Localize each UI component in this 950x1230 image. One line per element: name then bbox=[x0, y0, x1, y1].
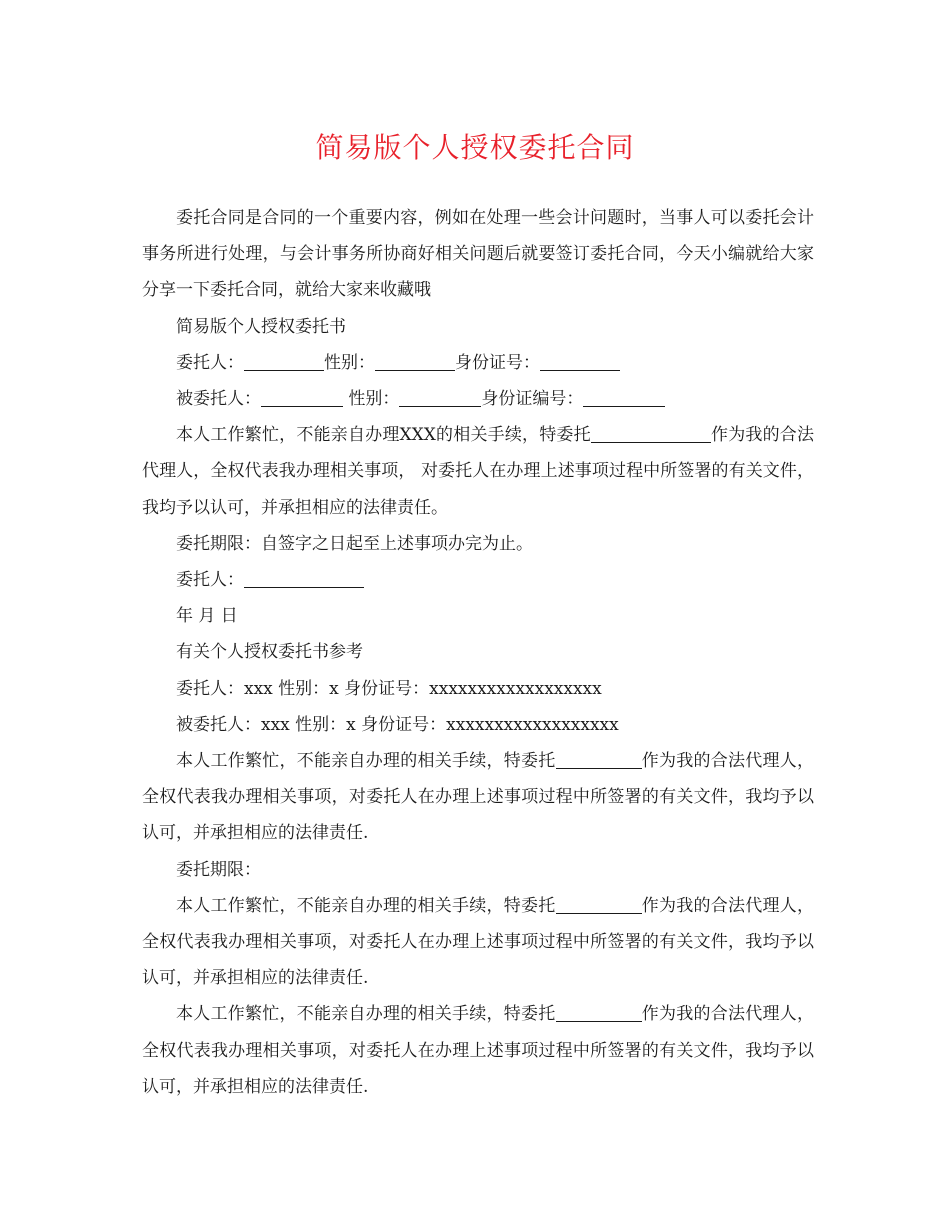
id-blank bbox=[540, 352, 620, 371]
document-body bbox=[142, 200, 814, 1105]
section1-heading: 简易版个人授权委托书 bbox=[176, 316, 346, 337]
agent-label: 被委托人： bbox=[176, 389, 261, 410]
signer-line bbox=[142, 562, 814, 598]
delegate-blank bbox=[556, 895, 642, 914]
agent-name-blank bbox=[261, 388, 343, 407]
form-principal-line bbox=[142, 345, 814, 381]
agent-id-blank bbox=[583, 388, 665, 407]
document-title: 简易版个人授权委托合同 bbox=[315, 131, 635, 164]
term-line-1: 委托期限：自签字之日起至上述事项办完为止。 bbox=[176, 533, 533, 554]
delegate-blank bbox=[556, 750, 642, 769]
agent-id-label: 身份证编号： bbox=[481, 389, 584, 410]
authorization-paragraph-1: 本人工作繁忙，不能亲自办理XXX的相关手续，特委托 作为我的合法代理人，全权代表我办理相关事项， 对委托人在办理上述事项过程中所签署的有关文件，我均予以认可，并承担相应的法律责任。 bbox=[142, 425, 815, 518]
delegate-blank bbox=[591, 424, 711, 443]
reference-agent-line: 被委托人：xxx 性别：x 身份证号：xxxxxxxxxxxxxxxxxx bbox=[176, 714, 619, 735]
date-line: 年 月 日 bbox=[176, 606, 238, 627]
principal-name-blank bbox=[244, 352, 324, 371]
intro-paragraph: 委托合同是合同的一个重要内容，例如在处理一些会计问题时，当事人可以委托会计事务所进行处理，与会计事务所协商好相关问题后就要签订委托合同，今天小编就给大家分享一下委托合同，就给大家来收藏哦 bbox=[142, 208, 814, 301]
agent-gender-label: 性别： bbox=[348, 389, 400, 410]
principal-label: 委托人： bbox=[176, 352, 244, 373]
signer-label: 委托人： bbox=[176, 570, 244, 591]
authorization-paragraph-2: 本人工作繁忙，不能亲自办理的相关手续，特委托 作为我的合法代理人，全权代表我办理相关事项，对委托人在办理上述事项过程中所签署的有关文件，我均予以认可，并承担相应的法律责任. bbox=[142, 751, 814, 844]
authorization-paragraph-3: 本人工作繁忙，不能亲自办理的相关手续，特委托 作为我的合法代理人，全权代表我办理相关事项，对委托人在办理上述事项过程中所签署的有关文件，我均予以认可，并承担相应的法律责任. bbox=[142, 895, 814, 989]
section2-heading: 有关个人授权委托书参考 bbox=[176, 642, 363, 663]
id-label: 身份证号： bbox=[455, 352, 540, 373]
authorization-paragraph-4: 本人工作繁忙，不能亲自办理的相关手续，特委托 作为我的合法代理人，全权代表我办理相关事项，对委托人在办理上述事项过程中所签署的有关文件，我均予以认可，并承担相应的法律责任. bbox=[142, 1004, 814, 1097]
term-line-2: 委托期限： bbox=[176, 859, 261, 880]
form-agent-line bbox=[142, 381, 814, 417]
delegate-blank bbox=[556, 1003, 642, 1022]
gender-label: 性别： bbox=[324, 352, 375, 373]
signature-blank bbox=[244, 569, 364, 588]
reference-principal-line: 委托人：xxx 性别：x 身份证号：xxxxxxxxxxxxxxxxxx bbox=[176, 678, 602, 699]
agent-gender-blank bbox=[399, 388, 481, 407]
gender-blank bbox=[375, 352, 455, 371]
